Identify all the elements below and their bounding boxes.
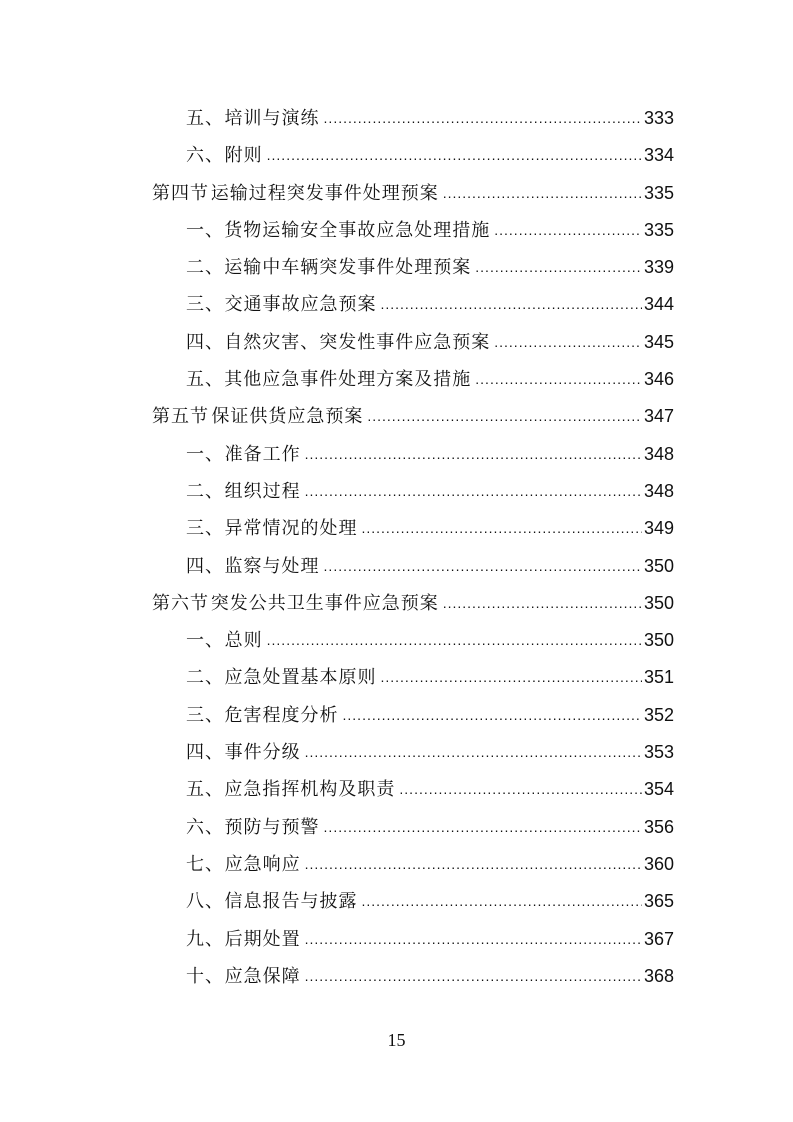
toc-entry-page: 348 xyxy=(643,443,674,464)
toc-entry-title: 准备工作 xyxy=(224,443,301,465)
toc-entry-number: 第六节 xyxy=(152,592,209,614)
toc-entry-number: 一、 xyxy=(186,630,224,652)
toc-entry[interactable] xyxy=(152,921,674,958)
table-of-contents xyxy=(152,100,674,995)
toc-entry-title: 其他应急事件处理方案及措施 xyxy=(224,369,472,391)
toc-entry-number: 二、 xyxy=(186,480,224,502)
toc-entry-page: 346 xyxy=(643,369,674,390)
toc-entry-page: 333 xyxy=(643,108,674,128)
toc-section-entry[interactable] xyxy=(152,398,674,435)
toc-entry[interactable] xyxy=(152,771,674,808)
dot-leader xyxy=(305,969,642,983)
dot-leader xyxy=(475,260,642,274)
toc-entry-number: 四、 xyxy=(186,742,224,764)
toc-entry-title: 附则 xyxy=(224,145,263,167)
dot-leader xyxy=(305,745,642,759)
toc-entry-page: 368 xyxy=(643,965,674,986)
toc-entry-title: 异常情况的处理 xyxy=(224,518,358,540)
toc-entry-title: 保证供货应急预案 xyxy=(211,406,364,428)
toc-entry-number: 六、 xyxy=(186,145,224,167)
toc-entry-page: 350 xyxy=(643,592,674,613)
toc-entry-title: 货物运输安全事故应急处理措施 xyxy=(224,219,491,241)
toc-entry-number: 四、 xyxy=(186,331,224,353)
toc-entry-number: 五、 xyxy=(186,369,224,391)
toc-entry-page: 349 xyxy=(643,518,674,539)
toc-entry[interactable] xyxy=(152,659,674,696)
toc-entry[interactable] xyxy=(152,324,674,361)
toc-entry-page: 344 xyxy=(643,294,674,315)
toc-entry[interactable] xyxy=(152,734,674,771)
toc-entry[interactable] xyxy=(152,473,674,510)
toc-entry-title: 培训与演练 xyxy=(224,108,320,129)
toc-entry-number: 七、 xyxy=(186,853,224,875)
toc-entry-title: 突发公共卫生事件应急预案 xyxy=(210,592,439,614)
toc-entry[interactable] xyxy=(152,212,674,249)
toc-entry-number: 五、 xyxy=(186,779,224,801)
toc-entry-title: 监察与处理 xyxy=(224,555,320,577)
toc-entry-title: 应急响应 xyxy=(224,853,301,875)
toc-entry-number: 二、 xyxy=(186,667,224,689)
toc-entry-title: 后期处置 xyxy=(224,928,301,950)
dot-leader xyxy=(399,782,642,796)
toc-entry-number: 三、 xyxy=(186,294,224,316)
toc-entry-page: 335 xyxy=(643,182,674,203)
toc-entry[interactable] xyxy=(152,510,674,547)
toc-entry-number: 九、 xyxy=(186,928,224,950)
toc-entry-page: 335 xyxy=(643,219,674,240)
dot-leader xyxy=(305,447,642,461)
dot-leader xyxy=(324,111,642,125)
toc-entry-title: 预防与预警 xyxy=(224,816,320,838)
dot-leader xyxy=(380,297,642,311)
toc-entry-title: 运输中车辆突发事件处理预案 xyxy=(224,257,472,279)
toc-entry-number: 第五节 xyxy=(152,406,209,428)
toc-entry[interactable] xyxy=(152,548,674,585)
toc-entry-page: 351 xyxy=(643,667,674,688)
toc-entry[interactable] xyxy=(152,809,674,846)
toc-entry-number: 五、 xyxy=(186,108,224,129)
toc-entry-title: 交通事故应急预案 xyxy=(224,294,377,316)
toc-entry-page: 348 xyxy=(643,480,674,501)
dot-leader xyxy=(324,559,642,573)
toc-section-entry[interactable] xyxy=(152,585,674,622)
dot-leader xyxy=(443,186,642,200)
toc-entry-title: 运输过程突发事件处理预案 xyxy=(210,182,439,204)
dot-leader xyxy=(361,894,641,908)
toc-entry-number: 一、 xyxy=(186,443,224,465)
toc-entry-number: 二、 xyxy=(186,257,224,279)
toc-entry-number: 四、 xyxy=(186,555,224,577)
toc-entry[interactable] xyxy=(152,100,674,137)
toc-entry[interactable] xyxy=(152,883,674,920)
toc-entry-page: 350 xyxy=(643,555,674,576)
toc-entry[interactable] xyxy=(152,286,674,323)
toc-entry[interactable] xyxy=(152,958,674,995)
toc-entry-page: 345 xyxy=(643,331,674,352)
toc-entry-title: 应急指挥机构及职责 xyxy=(224,779,396,801)
toc-entry-number: 十、 xyxy=(186,965,224,987)
toc-entry-page: 352 xyxy=(643,704,674,725)
dot-leader xyxy=(494,335,642,349)
toc-entry-title: 应急保障 xyxy=(224,965,301,987)
toc-entry-page: 350 xyxy=(643,630,674,651)
toc-entry-number: 三、 xyxy=(186,518,224,540)
toc-entry[interactable] xyxy=(152,436,674,473)
toc-entry-page: 354 xyxy=(643,779,674,800)
toc-entry-title: 危害程度分析 xyxy=(224,704,339,726)
dot-leader xyxy=(305,857,642,871)
toc-entry-title: 事件分级 xyxy=(224,742,301,764)
toc-entry-page: 339 xyxy=(643,257,674,278)
dot-leader xyxy=(267,148,642,162)
toc-entry[interactable] xyxy=(152,697,674,734)
dot-leader xyxy=(343,708,642,722)
dot-leader xyxy=(475,372,642,386)
toc-entry[interactable] xyxy=(152,622,674,659)
toc-entry-title: 自然灾害、突发性事件应急预案 xyxy=(224,331,491,353)
dot-leader xyxy=(494,223,642,237)
page-number: 15 xyxy=(387,1030,406,1050)
toc-entry-number: 八、 xyxy=(186,891,224,913)
toc-entry-number: 三、 xyxy=(186,704,224,726)
toc-entry-page: 367 xyxy=(643,928,674,949)
dot-leader xyxy=(361,521,641,535)
toc-entry-page: 334 xyxy=(643,145,674,166)
toc-entry-title: 总则 xyxy=(224,630,263,652)
toc-entry-page: 360 xyxy=(643,853,674,874)
toc-entry-page: 365 xyxy=(643,891,674,912)
toc-entry-number: 六、 xyxy=(186,816,224,838)
dot-leader xyxy=(267,633,642,647)
dot-leader xyxy=(380,670,642,684)
toc-entry[interactable] xyxy=(152,249,674,286)
dot-leader xyxy=(443,596,642,610)
toc-entry-title: 信息报告与披露 xyxy=(224,891,358,913)
toc-entry-title: 应急处置基本原则 xyxy=(224,667,377,689)
toc-entry-page: 356 xyxy=(643,816,674,837)
dot-leader xyxy=(367,409,642,423)
toc-section-entry[interactable] xyxy=(152,175,674,212)
toc-entry-page: 353 xyxy=(643,742,674,763)
toc-entry[interactable] xyxy=(152,846,674,883)
toc-entry[interactable] xyxy=(152,137,674,174)
toc-entry-page: 347 xyxy=(643,406,674,427)
toc-entry-number: 第四节 xyxy=(152,182,209,204)
dot-leader xyxy=(305,932,642,946)
toc-entry-title: 组织过程 xyxy=(224,480,301,502)
dot-leader xyxy=(324,820,642,834)
toc-entry[interactable] xyxy=(152,361,674,398)
dot-leader xyxy=(305,484,642,498)
toc-entry-number: 一、 xyxy=(186,219,224,241)
